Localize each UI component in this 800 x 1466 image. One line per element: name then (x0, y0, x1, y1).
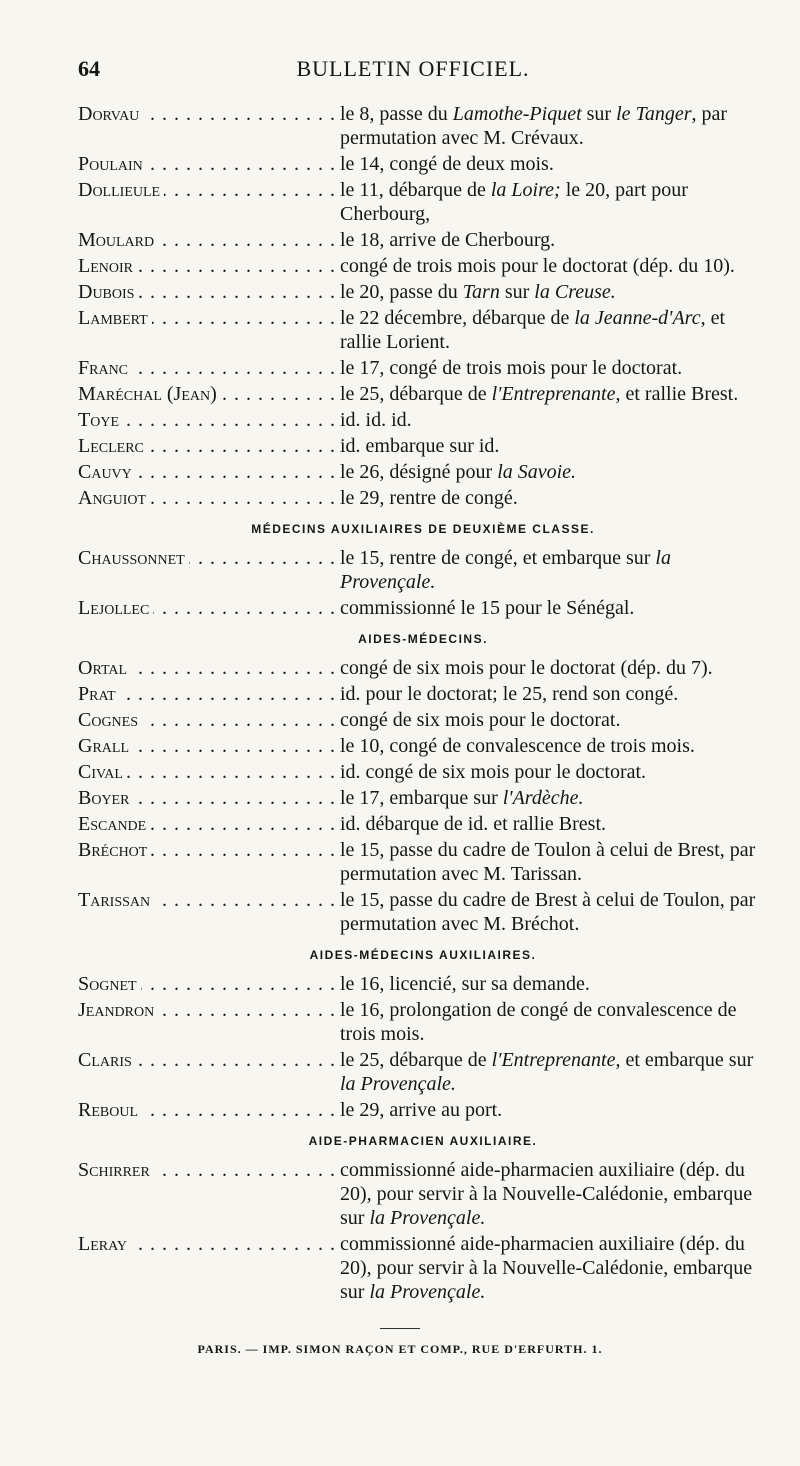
entry-description: le 25, débarque de l'Entreprenante, et rallie Brest. (340, 383, 739, 405)
entry-description: le 22 décembre, débarque de la Jeanne-d'Arc, et rallie Lorient. (340, 307, 726, 353)
entry-name: Reboul . . . (78, 1098, 340, 1122)
section-heading: AIDES-MÉDECINS. (358, 632, 488, 646)
personnel-entry (78, 486, 768, 510)
printer-imprint: PARIS. — IMP. SIMON RAÇON ET COMP., RUE D'ERFURTH. 1. (197, 1342, 603, 1356)
entry-description: le 17, congé de trois mois pour le doctorat. (340, 357, 683, 379)
entry-description: le 16, prolongation de congé de convalescence de trois mois. (340, 999, 737, 1045)
entry-name: Boyer . . . (78, 786, 340, 810)
entry-name: Sognet . . . (78, 972, 340, 996)
entry-description: le 15, passe du cadre de Toulon à celui de Brest, par permutation avec M. Tarissan. (340, 839, 756, 885)
entry-description: congé de trois mois pour le doctorat (dép. du 10). (340, 255, 735, 277)
personnel-entry (78, 280, 768, 304)
entry-name: Toye . . . (78, 408, 340, 432)
entry-description: commissionné aide-pharmacien auxiliaire (dép. du 20), pour servir à la Nouvelle-Calédonie, embarque sur la Provençale. (340, 1159, 753, 1229)
personnel-entry (78, 998, 768, 1046)
section-heading: AIDES-MÉDECINS AUXILIAIRES. (309, 948, 537, 962)
page-number: 64 (78, 56, 100, 81)
personnel-entry (78, 434, 768, 458)
entry-name: Jeandron . . . (78, 998, 340, 1022)
entry-name: Grall . . . (78, 734, 340, 758)
entry-name: Poulain . . . (78, 152, 340, 176)
personnel-entry (78, 812, 768, 836)
entry-name: Claris . . . (78, 1048, 340, 1072)
entry-description: le 10, congé de convalescence de trois mois. (340, 735, 695, 757)
entry-description: le 16, licencié, sur sa demande. (340, 973, 590, 995)
entry-description: congé de six mois pour le doctorat. (340, 709, 621, 731)
personnel-entry (78, 786, 768, 810)
entry-description: le 14, congé de deux mois. (340, 153, 554, 175)
personnel-entry (78, 760, 768, 784)
entry-name: Chaussonnet . . . (78, 546, 340, 570)
personnel-entry (78, 102, 768, 150)
personnel-entry (78, 356, 768, 380)
entry-name: Dollieule . . . (78, 178, 340, 202)
entry-description: id. débarque de id. et rallie Brest. (340, 813, 607, 835)
entry-name: Tarissan . . . (78, 888, 340, 912)
entry-name: Prat . . . (78, 682, 340, 706)
entry-name: Leclerc . . . (78, 434, 340, 458)
document-body (78, 102, 768, 1306)
entry-name: Bréchot . . . (78, 838, 340, 862)
entry-description: commissionné le 15 pour le Sénégal. (340, 597, 635, 619)
personnel-entry (78, 682, 768, 706)
entry-description: le 18, arrive de Cherbourg. (340, 229, 556, 251)
entry-name: Ortal . . . (78, 656, 340, 680)
entry-description: le 29, rentre de congé. (340, 487, 518, 509)
entry-description: le 20, passe du Tarn sur la Creuse. (340, 281, 616, 303)
personnel-entry (78, 734, 768, 758)
entry-description: le 8, passe du Lamothe-Piquet sur le Tanger, par permutation avec M. Crévaux. (340, 103, 728, 149)
entry-description: commissionné aide-pharmacien auxiliaire (dép. du 20), pour servir à la Nouvelle-Calédonie, embarque sur la Provençale. (340, 1233, 753, 1303)
entry-name: Lenoir . . . (78, 254, 340, 278)
entry-name: Cognes . . . (78, 708, 340, 732)
entry-description: id. pour le doctorat; le 25, rend son congé. (340, 683, 679, 705)
personnel-entry (78, 152, 768, 176)
entry-name: Moulard . . . (78, 228, 340, 252)
entry-description: le 15, passe du cadre de Brest à celui de Toulon, par permutation avec M. Bréchot. (340, 889, 756, 935)
personnel-entry (78, 382, 768, 406)
entry-name: Franc . . . (78, 356, 340, 380)
entry-description: le 15, rentre de congé, et embarque sur la Provençale. (340, 547, 671, 593)
personnel-entry (78, 178, 768, 226)
personnel-entry (78, 888, 768, 936)
personnel-entry (78, 596, 768, 620)
personnel-entry (78, 1048, 768, 1096)
entry-name: Lambert . . . (78, 306, 340, 330)
entry-name: Cival . . . (78, 760, 340, 784)
entry-name: Dorvau . . . (78, 102, 340, 126)
personnel-entry (78, 1158, 768, 1230)
page-header (78, 56, 748, 96)
entry-description: le 26, désigné pour la Savoie. (340, 461, 577, 483)
entry-description: le 25, débarque de l'Entreprenante, et embarque sur la Provençale. (340, 1049, 754, 1095)
entry-name: Dubois . . . (78, 280, 340, 304)
personnel-entry (78, 546, 768, 594)
footer-rule (380, 1328, 420, 1329)
entry-description: id. id. id. (340, 409, 412, 431)
personnel-entry (78, 1098, 768, 1122)
entry-name: Escande . . . (78, 812, 340, 836)
entry-description: le 11, débarque de la Loire; le 20, part pour Cherbourg, (340, 179, 688, 225)
entry-description: le 17, embarque sur l'Ardèche. (340, 787, 584, 809)
page-title: BULLETIN OFFICIEL. (296, 56, 530, 81)
section-heading: AIDE-PHARMACIEN AUXILIAIRE. (308, 1134, 538, 1148)
personnel-entry (78, 1232, 768, 1304)
entry-description: id. embarque sur id. (340, 435, 500, 457)
entry-name: Maréchal (Jean) . . . (78, 382, 340, 406)
entry-description: congé de six mois pour le doctorat (dép. du 7). (340, 657, 713, 679)
entry-name: Cauvy . . . (78, 460, 340, 484)
entry-name: Anguiot . . . (78, 486, 340, 510)
entry-name: Schirrer . . . (78, 1158, 340, 1182)
personnel-entry (78, 408, 768, 432)
personnel-entry (78, 460, 768, 484)
personnel-entry (78, 656, 768, 680)
entry-description: id. congé de six mois pour le doctorat. (340, 761, 647, 783)
personnel-entry (78, 254, 768, 278)
personnel-entry (78, 708, 768, 732)
personnel-entry (78, 228, 768, 252)
section-heading: MÉDECINS AUXILIAIRES DE DEUXIÈME CLASSE. (251, 522, 595, 536)
entry-name: Leray . . . (78, 1232, 340, 1256)
personnel-entry (78, 838, 768, 886)
personnel-entry (78, 306, 768, 354)
entry-name: Lejollec . . . (78, 596, 340, 620)
entry-description: le 29, arrive au port. (340, 1099, 503, 1121)
personnel-entry (78, 972, 768, 996)
